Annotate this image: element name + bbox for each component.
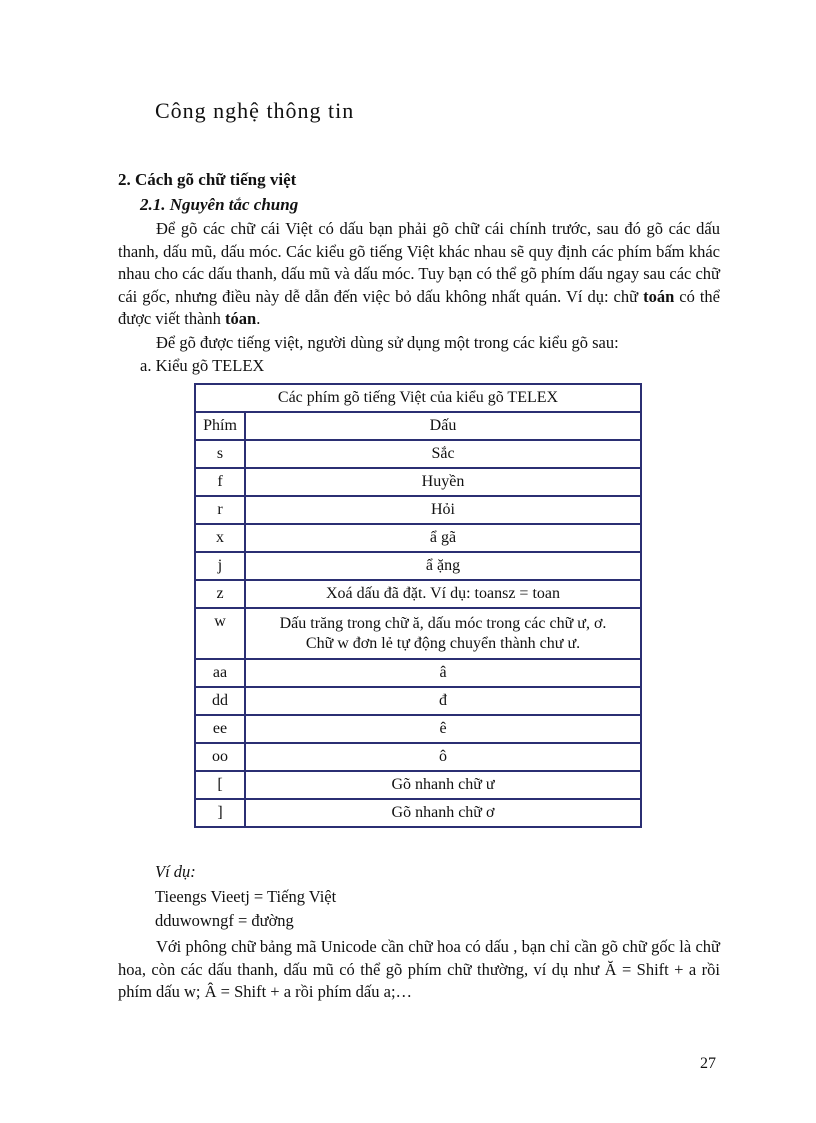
row-value: ẩ ặng	[245, 552, 641, 580]
subsection-heading: 2.1. Nguyên tắc chung	[140, 195, 299, 214]
row-key: ee	[195, 715, 245, 743]
paragraph-principles-text-3: .	[256, 309, 261, 328]
row-key: z	[195, 580, 245, 608]
table-row	[195, 496, 641, 524]
row-key: w	[195, 608, 245, 659]
row-value-line-2: Chữ w đơn lẻ tự động chuyển thành chư ư.	[305, 634, 581, 652]
paragraph-principles	[118, 218, 720, 331]
paragraph-principles-text-1: Để gõ các chữ cái Việt có dấu bạn phải gõ chữ cái chính trước, sau đó gõ các dấu thanh, dấu mũ, dấu móc. Các kiểu gõ tiếng Việt khác nhau sẽ quy định các phím bấm khác nhau cho các dấu thanh, dấu mũ và dấu móc. Tuy bạn có thể gõ phím dấu ngay sau các chữ cái gốc, nhưng điều này dễ dẫn đến việc bỏ dấu không nhất quán. Ví dụ: chữ	[118, 219, 720, 306]
row-value: Hỏi	[245, 496, 641, 524]
section-heading: 2. Cách gõ chữ tiếng việt	[118, 170, 297, 189]
telex-key-table	[194, 383, 642, 828]
example-label: Ví dụ:	[155, 862, 196, 881]
row-value	[245, 608, 641, 659]
paragraph-input-methods-text: Để gõ được tiếng việt, người dùng sử dụng một trong các kiểu gõ sau:	[156, 333, 619, 352]
row-key: s	[195, 440, 245, 468]
bold-word-toan: toán	[643, 286, 675, 306]
page-header-title: Công nghệ thông tin	[155, 98, 355, 123]
table-row	[195, 743, 641, 771]
paragraph-input-methods	[118, 332, 720, 355]
row-value: Gõ nhanh chữ ơ	[245, 799, 641, 827]
example-line-1: Tieengs Vieetj = Tiếng Việt	[155, 887, 337, 906]
example-line-2: dduwowngf = đường	[155, 911, 294, 930]
row-value: Sắc	[245, 440, 641, 468]
row-value: ô	[245, 743, 641, 771]
row-key: x	[195, 524, 245, 552]
row-value: Xoá dấu đã đặt. Ví dụ: toansz = toan	[245, 580, 641, 608]
table-row	[195, 552, 641, 580]
header-value: Dấu	[245, 412, 641, 440]
row-key: dd	[195, 687, 245, 715]
bold-word-toan-alt: tóan	[225, 309, 257, 328]
table-row	[195, 468, 641, 496]
row-key: [	[195, 771, 245, 799]
row-key: f	[195, 468, 245, 496]
paragraph-unicode-uppercase	[118, 936, 720, 1004]
table-caption-row	[195, 384, 641, 412]
table-row	[195, 799, 641, 827]
page-number: 27	[700, 1055, 716, 1072]
row-value: â	[245, 659, 641, 687]
table-row	[195, 580, 641, 608]
row-key: aa	[195, 659, 245, 687]
row-value-line-1: Dấu trăng trong chữ ă, dấu móc trong các chữ ư, ơ.	[279, 614, 607, 632]
row-key: r	[195, 496, 245, 524]
list-item-telex: a. Kiểu gõ TELEX	[140, 356, 265, 375]
table-row	[195, 659, 641, 687]
table-row	[195, 687, 641, 715]
row-value: ẩ gã	[245, 524, 641, 552]
row-value: đ	[245, 687, 641, 715]
table-row	[195, 715, 641, 743]
row-value: Huyền	[245, 468, 641, 496]
row-value: Gõ nhanh chữ ư	[245, 771, 641, 799]
table-caption: Các phím gõ tiếng Việt của kiểu gõ TELEX	[195, 384, 641, 412]
paragraph-unicode-text: Với phông chữ bảng mã Unicode cần chữ hoa có dấu , bạn chỉ cần gõ chữ gốc là chữ hoa, còn các dấu thanh, dấu mũ có thể gõ phím chữ thường, ví dụ như Ă = Shift + a rồi phím dấu w; Â = Shift + a rồi phím dấu a;…	[118, 937, 720, 1001]
row-key: oo	[195, 743, 245, 771]
row-value: ê	[245, 715, 641, 743]
paragraph-principles-text-2: có thể được viết thành	[118, 286, 721, 328]
table-row	[195, 440, 641, 468]
header-key: Phím	[195, 412, 245, 440]
table-row	[195, 771, 641, 799]
table-row	[195, 608, 641, 659]
table-header-row	[195, 412, 641, 440]
row-key: j	[195, 552, 245, 580]
table-row	[195, 524, 641, 552]
row-key: ]	[195, 799, 245, 827]
